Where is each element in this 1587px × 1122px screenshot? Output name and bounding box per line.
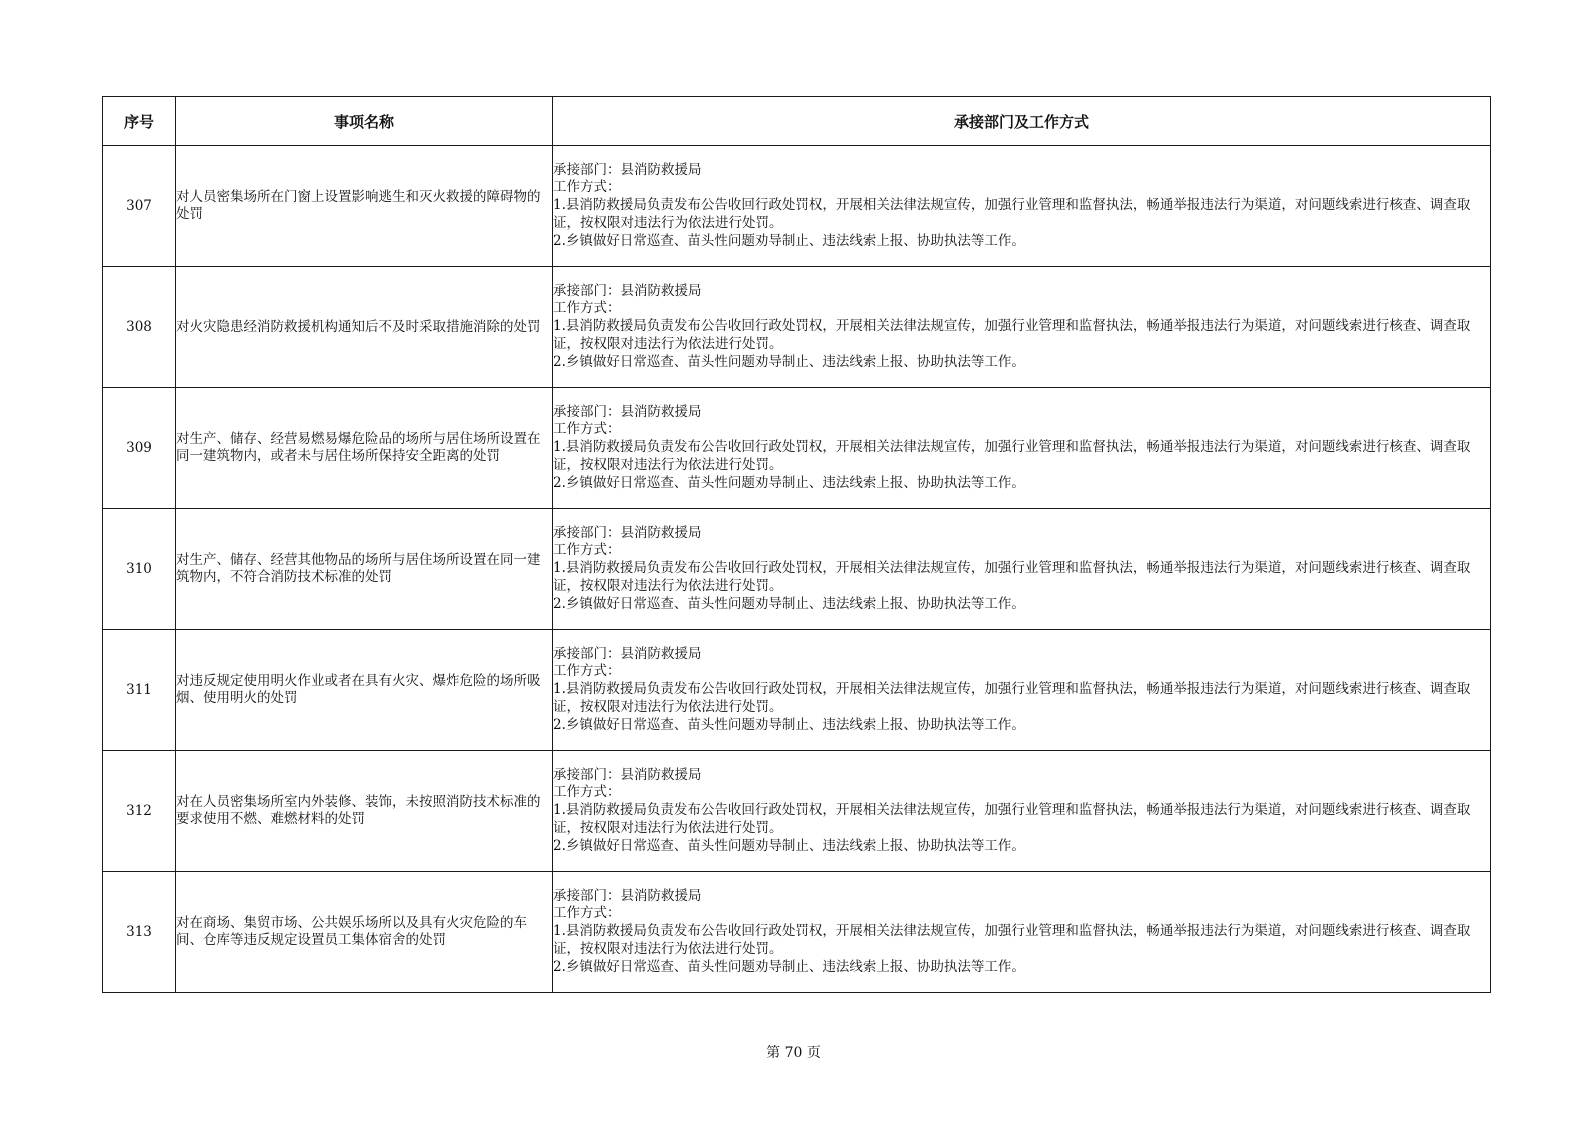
row-item-name: 对火灾隐患经消防救援机构通知后不及时采取措施消除的处罚 — [176, 267, 553, 388]
method-line: 2.乡镇做好日常巡查、苗头性问题劝导制止、违法线索上报、协助执法等工作。 — [553, 353, 1025, 370]
method-line: 承接部门：县消防救援局 — [553, 887, 702, 904]
row-item-name: 对生产、储存、经营易燃易爆危险品的场所与居住场所设置在同一建筑物内，或者未与居住场所保持安全距离的处罚 — [176, 388, 553, 509]
row-item-name: 对在人员密集场所室内外装修、装饰，未按照消防技术标准的要求使用不燃、难燃材料的处罚 — [176, 751, 553, 872]
page-number: 第 70 页 — [766, 1045, 821, 1061]
table-row — [103, 146, 1491, 267]
row-serial-number: 312 — [103, 751, 176, 872]
method-line: 2.乡镇做好日常巡查、苗头性问题劝导制止、违法线索上报、协助执法等工作。 — [553, 837, 1025, 854]
row-department-method — [553, 872, 1491, 993]
method-line: 工作方式： — [553, 784, 621, 801]
header-department-method: 承接部门及工作方式 — [553, 97, 1491, 146]
row-serial-number: 311 — [103, 630, 176, 751]
method-line: 承接部门：县消防救援局 — [553, 403, 702, 420]
row-item-name: 对在商场、集贸市场、公共娱乐场所以及具有火灾危险的车间、仓库等违反规定设置员工集体宿舍的处罚 — [176, 872, 553, 993]
row-item-name: 对生产、储存、经营其他物品的场所与居住场所设置在同一建筑物内，不符合消防技术标准的处罚 — [176, 509, 553, 630]
row-department-method — [553, 509, 1491, 630]
method-line: 承接部门：县消防救援局 — [553, 161, 702, 178]
row-serial-number: 307 — [103, 146, 176, 267]
row-item-name: 对人员密集场所在门窗上设置影响逃生和灭火救援的障碍物的处罚 — [176, 146, 553, 267]
method-line: 1.县消防救援局负责发布公告收回行政处罚权，开展相关法律法规宣传，加强行业管理和监督执法，畅通举报违法行为渠道，对问题线索进行核查、调查取证，按权限对违法行为依法进行处罚。 — [553, 197, 1471, 231]
row-department-method — [553, 630, 1491, 751]
method-line: 1.县消防救援局负责发布公告收回行政处罚权，开展相关法律法规宣传，加强行业管理和监督执法，畅通举报违法行为渠道，对问题线索进行核查、调查取证，按权限对违法行为依法进行处罚。 — [553, 318, 1471, 352]
method-line: 2.乡镇做好日常巡查、苗头性问题劝导制止、违法线索上报、协助执法等工作。 — [553, 474, 1025, 491]
method-line: 2.乡镇做好日常巡查、苗头性问题劝导制止、违法线索上报、协助执法等工作。 — [553, 595, 1025, 612]
method-line: 承接部门：县消防救援局 — [553, 524, 702, 541]
method-line: 2.乡镇做好日常巡查、苗头性问题劝导制止、违法线索上报、协助执法等工作。 — [553, 232, 1025, 249]
row-department-method — [553, 388, 1491, 509]
matters-table — [102, 96, 1491, 993]
method-line: 工作方式： — [553, 542, 621, 559]
table-header-row — [103, 97, 1491, 146]
method-line: 工作方式： — [553, 179, 621, 196]
method-line: 承接部门：县消防救援局 — [553, 282, 702, 299]
table-row — [103, 509, 1491, 630]
method-line: 1.县消防救援局负责发布公告收回行政处罚权，开展相关法律法规宣传，加强行业管理和监督执法，畅通举报违法行为渠道，对问题线索进行核查、调查取证，按权限对违法行为依法进行处罚。 — [553, 802, 1471, 836]
table-row — [103, 872, 1491, 993]
table-row — [103, 388, 1491, 509]
method-line: 2.乡镇做好日常巡查、苗头性问题劝导制止、违法线索上报、协助执法等工作。 — [553, 958, 1025, 975]
row-serial-number: 308 — [103, 267, 176, 388]
header-serial-number: 序号 — [103, 97, 176, 146]
table-body — [103, 146, 1491, 993]
row-department-method — [553, 751, 1491, 872]
row-serial-number: 313 — [103, 872, 176, 993]
method-line: 承接部门：县消防救援局 — [553, 645, 702, 662]
method-line: 承接部门：县消防救援局 — [553, 766, 702, 783]
method-line: 1.县消防救援局负责发布公告收回行政处罚权，开展相关法律法规宣传，加强行业管理和监督执法，畅通举报违法行为渠道，对问题线索进行核查、调查取证，按权限对违法行为依法进行处罚。 — [553, 439, 1471, 473]
method-line: 2.乡镇做好日常巡查、苗头性问题劝导制止、违法线索上报、协助执法等工作。 — [553, 716, 1025, 733]
method-line: 1.县消防救援局负责发布公告收回行政处罚权，开展相关法律法规宣传，加强行业管理和监督执法，畅通举报违法行为渠道，对问题线索进行核查、调查取证，按权限对违法行为依法进行处罚。 — [553, 681, 1471, 715]
method-line: 1.县消防救援局负责发布公告收回行政处罚权，开展相关法律法规宣传，加强行业管理和监督执法，畅通举报违法行为渠道，对问题线索进行核查、调查取证，按权限对违法行为依法进行处罚。 — [553, 923, 1471, 957]
method-line: 工作方式： — [553, 300, 621, 317]
row-serial-number: 310 — [103, 509, 176, 630]
header-item-name: 事项名称 — [176, 97, 553, 146]
row-serial-number: 309 — [103, 388, 176, 509]
row-department-method — [553, 146, 1491, 267]
method-line: 1.县消防救援局负责发布公告收回行政处罚权，开展相关法律法规宣传，加强行业管理和监督执法，畅通举报违法行为渠道，对问题线索进行核查、调查取证，按权限对违法行为依法进行处罚。 — [553, 560, 1471, 594]
row-item-name: 对违反规定使用明火作业或者在具有火灾、爆炸危险的场所吸烟、使用明火的处罚 — [176, 630, 553, 751]
table-row — [103, 751, 1491, 872]
table-row — [103, 630, 1491, 751]
method-line: 工作方式： — [553, 663, 621, 680]
method-line: 工作方式： — [553, 905, 621, 922]
table-row — [103, 267, 1491, 388]
row-department-method — [553, 267, 1491, 388]
method-line: 工作方式： — [553, 421, 621, 438]
